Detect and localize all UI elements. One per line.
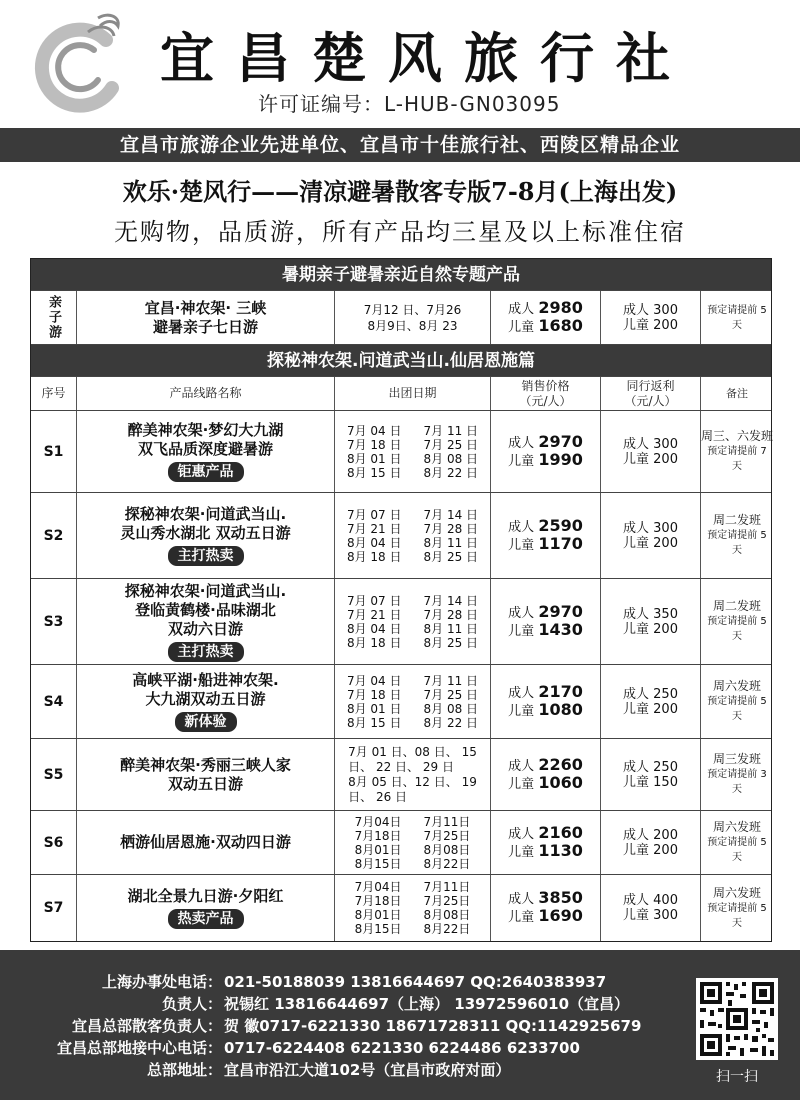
- departure-date: 7月11日: [423, 880, 471, 894]
- departure-dates: [335, 579, 491, 664]
- product-code: S6: [31, 811, 77, 874]
- departure-date: 8月 22 日: [423, 715, 479, 730]
- booking-note: [701, 665, 773, 738]
- product-name-line: 登临黄鹤楼·品味湖北: [135, 600, 276, 619]
- departure-date: 7月25日: [423, 894, 471, 908]
- booking-lead-time: 预定请提前 7 天: [707, 446, 767, 472]
- section-title-family: 暑期亲子避暑亲近自然专题产品: [31, 259, 771, 291]
- rebate: [601, 579, 701, 664]
- departure-dates: [335, 739, 491, 810]
- departure-date: 8月 18 日: [346, 549, 402, 564]
- booking-note: [701, 811, 773, 874]
- col-header-name: 产品线路名称: [77, 377, 335, 410]
- contact-value: 0717-6224408 6221330 6224486 6233700: [224, 1039, 580, 1057]
- departure-date: 7月 11 日: [423, 423, 479, 438]
- booking-note: [701, 493, 773, 578]
- product-code: S2: [31, 493, 77, 578]
- product-code: S1: [31, 411, 77, 492]
- brand-name: 宜昌楚风旅行社: [160, 26, 692, 90]
- col-header-rebate: 同行返利 （元/人）: [601, 377, 701, 410]
- honors-banner: 宜昌市旅游企业先进单位、宜昌市十佳旅行社、西陵区精品企业: [0, 128, 800, 162]
- promo-subline: 无购物，品质游，所有产品均三星及以上标准住宿: [114, 218, 686, 246]
- departure-date: 8月 22 日: [423, 465, 479, 480]
- departure-date: 7月18日: [354, 828, 402, 843]
- rebate: 成人 300 儿童 200: [601, 291, 701, 344]
- departure-date: 8月 25 日: [423, 635, 479, 650]
- departure-date: 7月 25 日: [423, 687, 479, 702]
- departure-date: 日、 22 日、 29 日: [348, 759, 454, 774]
- departure-date: 8月15日: [354, 856, 402, 871]
- departure-date: 7月 25 日: [423, 437, 479, 452]
- product-name: [77, 739, 335, 810]
- sale-price: 成人 2160 儿童 1130: [491, 811, 601, 874]
- departure-date: 7月 07 日: [346, 507, 402, 522]
- departure-date: 8月 01 日: [346, 451, 402, 466]
- product-name-line: 醉美神农架·梦幻大九湖: [127, 421, 284, 439]
- departure-date: 8月 04 日: [346, 621, 402, 636]
- rebate: [601, 875, 701, 941]
- departure-date: 8月 08 日: [423, 701, 479, 716]
- departure-date: 7月 07 日: [346, 593, 402, 608]
- adult-rebate: 成人 250: [623, 686, 678, 702]
- departure-schedule: 周三、六发班: [701, 429, 774, 443]
- section-title-explore: 探秘神农架.问道武当山.仙居恩施篇: [31, 345, 771, 377]
- col-header-no: 序号: [31, 377, 77, 410]
- departure-dates: [335, 411, 491, 492]
- qr-scan-label: 扫一扫: [716, 1069, 758, 1085]
- contact-line: [0, 994, 690, 1015]
- child-price: 1130: [538, 840, 583, 860]
- table-row: [31, 875, 771, 941]
- departure-date: 8月08日: [423, 908, 471, 922]
- contact-label: 总部地址：: [146, 1061, 222, 1079]
- departure-schedule: 周二发班: [712, 513, 761, 527]
- adult-rebate: 成人 250: [623, 759, 678, 775]
- contact-line: [0, 972, 690, 993]
- departure-schedule: 周三发班: [712, 752, 761, 766]
- child-rebate: 儿童 300: [623, 908, 678, 923]
- product-name: [77, 875, 335, 941]
- adult-rebate: 成人 400: [623, 893, 678, 908]
- departure-date: 8月 04 日: [346, 535, 402, 550]
- departure-date: 8月08日: [423, 842, 471, 857]
- adult-rebate: 成人 350: [623, 606, 678, 622]
- departure-date: 8月 05 日、12 日、 19: [348, 774, 477, 789]
- departure-date: 7月 04 日: [346, 423, 402, 438]
- adult-price: 2260: [538, 754, 583, 774]
- departure-date: 8月 25 日: [423, 549, 479, 564]
- product-name-line: 大九湖双动五日游: [145, 690, 266, 708]
- departure-date: 7月 21 日: [346, 521, 402, 536]
- booking-lead-time: 预定请提前 5 天: [707, 616, 767, 642]
- child-price: 1080: [538, 699, 583, 719]
- child-rebate: 儿童 200: [623, 842, 678, 858]
- product-tag-badge: 钜惠产品: [168, 462, 244, 482]
- departure-date: 7月 18 日: [346, 437, 402, 452]
- contact-footer: [0, 950, 800, 1100]
- departure-date: 7月 04 日: [346, 673, 402, 688]
- adult-price: 2170: [538, 681, 583, 701]
- product-name-line: 双飞品质深度避暑游: [137, 440, 273, 458]
- product-name: 宜昌·神农架· 三峡 避暑亲子七日游: [77, 291, 335, 344]
- sale-price: 成人 2970 儿童 1430: [491, 579, 601, 664]
- departure-date: 7月 14 日: [423, 507, 479, 522]
- product-name-line: 双动五日游: [167, 774, 243, 793]
- category-label: 亲子游: [31, 291, 77, 344]
- sale-price: 成人 3850 儿童 1690: [491, 875, 601, 941]
- table-row: [31, 579, 771, 665]
- departure-date: 7月 21 日: [346, 607, 402, 622]
- child-rebate: 儿童 200: [623, 621, 678, 637]
- booking-note: [701, 411, 773, 492]
- departure-date: 8月01日: [354, 908, 402, 922]
- product-code: S5: [31, 739, 77, 810]
- booking-lead-time: 预定请提前 5 天: [707, 530, 767, 556]
- promo-headline: 欢乐·楚风行——清凉避暑散客专版7-8月(上海出发): [122, 177, 678, 206]
- sale-price: 成人 2980 儿童 1680: [491, 291, 601, 344]
- booking-note: [701, 875, 773, 941]
- departure-date: 8月 18 日: [346, 635, 402, 650]
- product-name-line: 探秘神农架·问道武当山.: [124, 581, 287, 600]
- product-name-line: 双动六日游: [167, 619, 243, 638]
- rebate: [601, 411, 701, 492]
- sale-price: 成人 2260 儿童 1060: [491, 739, 601, 810]
- col-header-note: 备注: [726, 387, 748, 400]
- departure-date: 8月01日: [354, 842, 402, 857]
- adult-rebate: 成人 300: [623, 520, 678, 536]
- departure-date: 7月 01 日、08 日、 15: [348, 744, 477, 759]
- product-name-line: 醉美神农架·秀丽三峡人家: [120, 755, 291, 774]
- rebate: [601, 665, 701, 738]
- table-row: [31, 493, 771, 579]
- adult-price: 2970: [538, 601, 583, 621]
- departure-date: 7月 28 日: [423, 521, 479, 536]
- departure-dates: [335, 665, 491, 738]
- product-name: [77, 811, 335, 874]
- product-code: S4: [31, 665, 77, 738]
- product-table: [30, 258, 772, 942]
- departure-dates: [335, 811, 491, 874]
- product-name-line: 栖游仙居恩施·双动四日游: [120, 833, 291, 851]
- table-row: [31, 739, 771, 811]
- child-rebate: 儿童 200: [623, 535, 678, 551]
- departure-date: 7月 14 日: [423, 593, 479, 608]
- contact-value: 宜昌市沿江大道102号（宜昌市政府对面）: [224, 1061, 511, 1079]
- product-tag-badge: 热卖产品: [168, 909, 244, 929]
- booking-lead-time: 预定请提前 5 天: [707, 696, 767, 722]
- booking-note: 预定请提前 5 天: [707, 304, 767, 331]
- product-tag-badge: 主打热卖: [168, 642, 244, 662]
- col-header-price: 销售价格 （元/人）: [491, 377, 601, 410]
- contact-line: [0, 1038, 690, 1059]
- departure-dates: [335, 875, 491, 941]
- booking-lead-time: 预定请提前 3 天: [707, 769, 767, 795]
- product-name: [77, 411, 335, 492]
- adult-rebate: 成人 200: [623, 827, 678, 843]
- child-rebate: 儿童 150: [623, 774, 678, 790]
- adult-price: 3850: [538, 888, 583, 907]
- child-rebate: 儿童 200: [623, 701, 678, 717]
- product-name: [77, 493, 335, 578]
- product-name-line: 高峡平湖·船进神农架.: [132, 671, 279, 689]
- child-price: 1060: [538, 772, 583, 792]
- contact-value: 贺 徽0717-6221330 18671728311 QQ:1142925679: [224, 1017, 642, 1035]
- departure-date: 8月 11 日: [423, 535, 479, 550]
- family-product-row: [31, 291, 771, 345]
- departure-date: 8月 11 日: [423, 621, 479, 636]
- departure-schedule: 周六发班: [712, 679, 761, 693]
- departure-date: 7月25日: [423, 828, 471, 843]
- contact-label: 宜昌总部散客负责人：: [71, 1017, 222, 1035]
- departure-date: 7月04日: [354, 880, 402, 894]
- sale-price: 成人 2970 儿童 1990: [491, 411, 601, 492]
- departure-date: 8月22日: [423, 922, 471, 936]
- adult-price: 2590: [538, 515, 583, 535]
- contact-label: 上海办事处电话：: [101, 973, 222, 991]
- sale-price: 成人 2590 儿童 1170: [491, 493, 601, 578]
- adult-price: 2970: [538, 431, 583, 451]
- contact-value: 021-50188039 13816644697 QQ:2640383937: [224, 973, 607, 991]
- table-row: [31, 665, 771, 739]
- contact-value: 祝锡红 13816644697（上海） 13972596010（宜昌）: [224, 995, 630, 1013]
- booking-lead-time: 预定请提前 5 天: [707, 837, 767, 863]
- departure-date: 7月 11 日: [423, 673, 479, 688]
- departure-date: 8月 01 日: [346, 701, 402, 716]
- departure-date: 7月04日: [354, 814, 402, 829]
- product-tag-badge: 新体验: [175, 712, 237, 732]
- contact-label: 负责人：: [161, 995, 222, 1013]
- product-code: S7: [31, 875, 77, 941]
- departure-date: 8月 08 日: [423, 451, 479, 466]
- departure-date: 日、 26 日: [348, 789, 408, 804]
- departure-schedule: 周六发班: [712, 820, 761, 834]
- product-name-line: 湖北全景九日游·夕阳红: [127, 887, 284, 905]
- product-tag-badge: 主打热卖: [168, 546, 244, 566]
- table-row: [31, 811, 771, 875]
- product-name-line: 灵山秀水湖北 双动五日游: [120, 524, 291, 542]
- departure-date: 7月11日: [423, 814, 471, 829]
- contact-label: 宜昌总部地接中心电话：: [56, 1039, 222, 1057]
- adult-rebate: 成人 300: [623, 436, 678, 452]
- product-name: [77, 665, 335, 738]
- sale-price: 成人 2170 儿童 1080: [491, 665, 601, 738]
- table-row: [31, 411, 774, 493]
- departure-date: 8月22日: [423, 856, 471, 871]
- booking-lead-time: 预定请提前 5 天: [707, 902, 767, 929]
- col-header-dates: 出团日期: [335, 377, 491, 410]
- contact-line: [0, 1060, 690, 1081]
- departure-date: 8月15日: [354, 922, 402, 936]
- license-number: 许可证编号：L-HUB-GN03095: [258, 92, 561, 116]
- qr-code-icon: [696, 978, 778, 1060]
- rebate: [601, 811, 701, 874]
- rebate: [601, 493, 701, 578]
- booking-note: [701, 579, 773, 664]
- child-price: 1430: [538, 619, 583, 639]
- departure-date: 7月 18 日: [346, 687, 402, 702]
- departure-date: 8月 15 日: [346, 715, 402, 730]
- departure-date: 7月18日: [354, 894, 402, 908]
- rebate: [601, 739, 701, 810]
- company-logo: [28, 10, 128, 115]
- child-rebate: 儿童 200: [623, 451, 678, 467]
- contact-line: [0, 1016, 690, 1037]
- departure-schedule: 周二发班: [712, 599, 761, 613]
- adult-price: 2160: [538, 822, 583, 842]
- child-price: 1990: [538, 449, 583, 469]
- table-header: [31, 377, 771, 411]
- product-code: S3: [31, 579, 77, 664]
- booking-note: [701, 739, 773, 810]
- departure-date: 8月 15 日: [346, 465, 402, 480]
- product-name-line: 探秘神农架·问道武当山.: [124, 505, 287, 523]
- header: [0, 0, 800, 128]
- departure-dates: [335, 493, 491, 578]
- departure-dates: 7月12 日、7月26 8月9日、8月 23: [335, 291, 491, 344]
- departure-date: 7月 28 日: [423, 607, 479, 622]
- child-price: 1170: [538, 533, 583, 553]
- child-price: 1690: [538, 906, 583, 925]
- product-name: [77, 579, 335, 664]
- departure-schedule: 周六发班: [712, 885, 761, 900]
